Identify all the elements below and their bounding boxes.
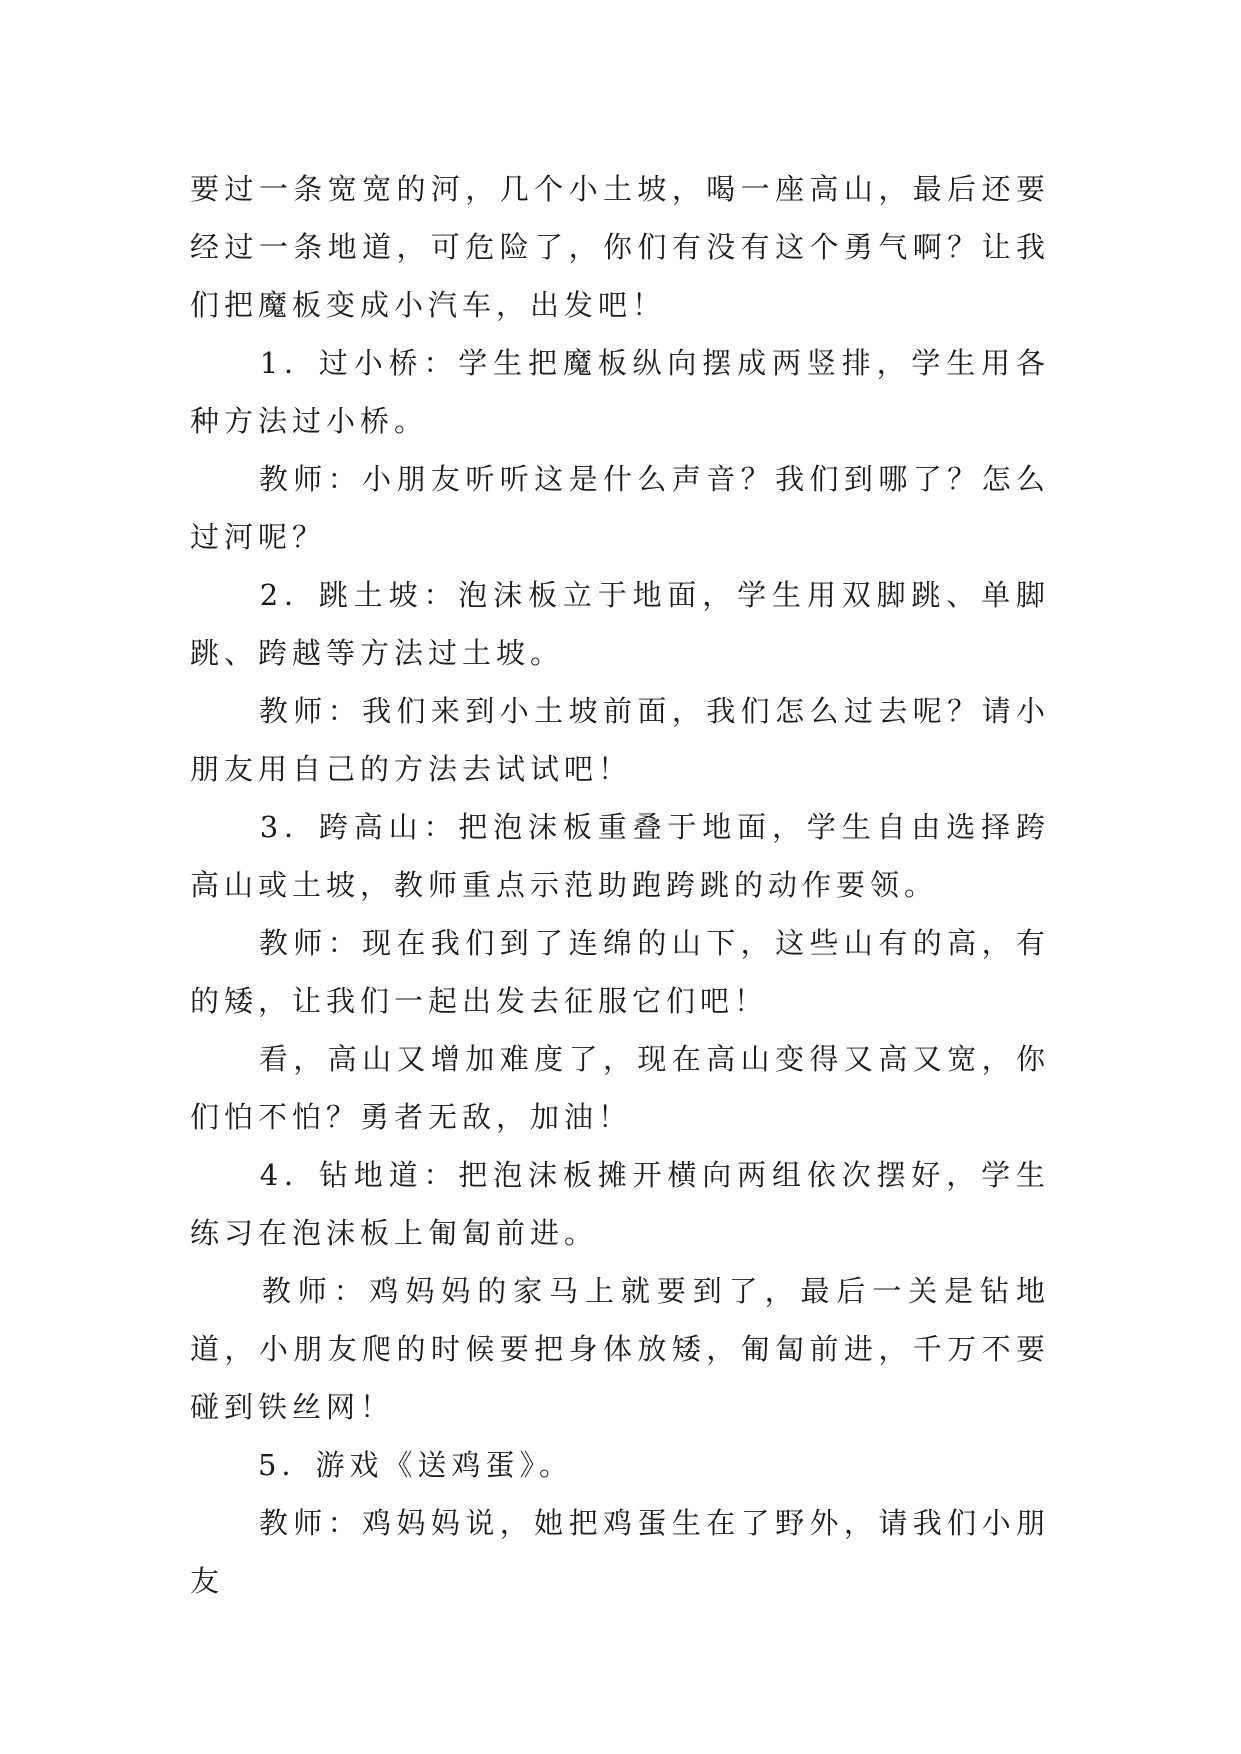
paragraph: 教师：鸡妈妈说，她把鸡蛋生在了野外，请我们小朋友	[190, 1506, 1050, 1598]
paragraph: 5．游戏《送鸡蛋》。	[190, 1448, 573, 1482]
paragraph: 教师：小朋友听听这是什么声音？我们到哪了？怎么过河呢？	[190, 462, 1050, 554]
paragraph: 4．钻地道：把泡沫板摊开横向两组依次摆好，学生练习在泡沫板上匍匐前进。	[190, 1158, 1050, 1250]
paragraph: 要过一条宽宽的河，几个小土坡，喝一座高山，最后还要经过一条地道，可危险了，你们有没有这个勇气啊？让我们把魔板变成小汽车，出发吧！	[190, 172, 1050, 322]
paragraph: 教师：我们来到小土坡前面，我们怎么过去呢？请小朋友用自己的方法去试试吧！	[190, 694, 1050, 786]
paragraph: 2．跳土坡：泡沫板立于地面，学生用双脚跳、单脚跳、跨越等方法过土坡。	[190, 578, 1050, 670]
document-body	[190, 160, 1050, 1610]
paragraph: 教师：鸡妈妈的家马上就要到了，最后一关是钻地道，小朋友爬的时候要把身体放矮，匍匐前进，千万不要碰到铁丝网！	[190, 1274, 1050, 1424]
paragraph: 教师：现在我们到了连绵的山下，这些山有的高，有的矮，让我们一起出发去征服它们吧！	[190, 926, 1050, 1018]
paragraph: 看，高山又增加难度了，现在高山变得又高又宽，你们怕不怕？勇者无敌，加油！	[190, 1042, 1050, 1134]
paragraph: 1．过小桥：学生把魔板纵向摆成两竖排，学生用各种方法过小桥。	[190, 346, 1050, 438]
paragraph: 3．跨高山：把泡沫板重叠于地面，学生自由选择跨高山或土坡，教师重点示范助跑跨跳的动作要领。	[190, 810, 1050, 902]
